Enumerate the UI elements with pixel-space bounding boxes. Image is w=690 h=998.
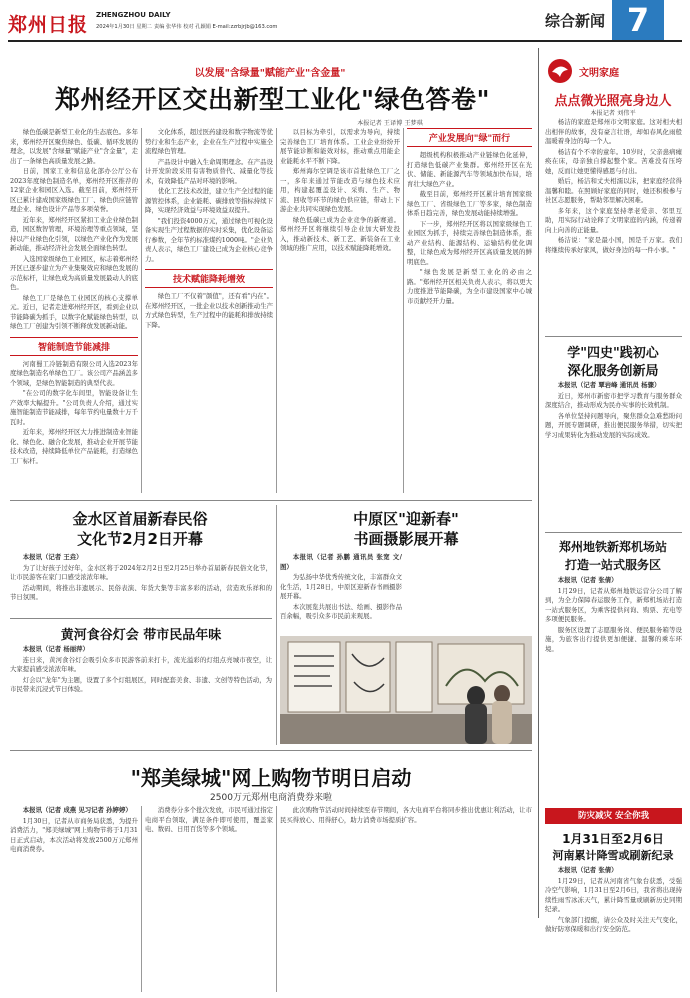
bottom-divider	[10, 750, 532, 751]
right-para: 杨洁的家庭是郑州市文明家庭。这对相夫相出相伴的故事，没有豪言壮语，却如春风化雨般温暖着身边的每一个人。	[545, 118, 682, 145]
masthead-rule	[8, 40, 682, 42]
banner-bird-icon	[545, 58, 575, 84]
exhibition-photo	[280, 636, 532, 744]
yellow-body	[10, 645, 272, 745]
right-byline-3: 本报讯（记者 张倩）	[557, 576, 618, 584]
bottom-col-2	[145, 806, 273, 992]
lead-kicker: 以发展"含绿量"赋能产业"含金量"	[194, 68, 346, 79]
right-headline-1: 点点微光照亮身边人	[554, 94, 672, 109]
lead-para: 截至目前，郑州经开区累计培育国家级绿色工厂、省级绿色工厂等多家，绿色制造体系日趋完善，绿色发展动能持续增强。	[407, 190, 532, 217]
masthead-logo: 郑州日报	[8, 14, 89, 36]
yellow-byline: 本报讯（记者 杨丽萍）	[22, 645, 89, 653]
lead-para: 绿色低碳已成为企业竞争的新赛道。郑州经开区将继续引导企业加大研发投入，推动新技术、新工艺、新装备在工业领域的推广应用，以技术赋能降耗增效。	[280, 215, 400, 252]
lead-para: 绿色工厂是绿色工业园区的核心支撑单元。近日，记者走进郑州经开区，看到企业以节能降碳为抓手，以数字化赋能绿色转型，以绿色工厂创建为引领不断释放发展新动能。	[10, 293, 138, 330]
midleft-byline: 本报讯（记者 王垚）	[22, 553, 83, 561]
lead-para: 绿色低碳是新型工业化的生态底色。多年来，郑州经开区聚焦绿色、低碳、循环发展的理念，以发展"含绿量"赋能产业"含金量"，走出了一条绿色高质量发展之路。	[10, 128, 138, 165]
midright-headline-2: 书画摄影展开幕	[353, 530, 459, 548]
right-headline-3a: 郑州地铁新郑机场站	[558, 540, 667, 554]
lead-para: "在公司的数字化车间里，智能设备让生产效率大幅提升。"公司负责人介绍，通过实施智能制造节能减排，每年节约电量数十万千瓦时。	[10, 389, 138, 426]
col-divider	[141, 128, 142, 493]
bottom-para: 消费券分多个批次发放，市民可通过指定电商平台领取，满足条件即可使用，覆盖家电、数码、日用百货等多个领域。	[145, 806, 273, 833]
disaster-banner	[545, 808, 682, 824]
section-name: 综合新闻	[545, 12, 606, 30]
lead-col-2	[145, 128, 273, 498]
bottom-col-1	[10, 806, 138, 992]
right-para: 各单位坚持问题导向，聚焦群众急难愁盼问题，开展专题调研，推出便民服务举措，切实把学习成果转化为推动发展的实际成效。	[545, 411, 682, 439]
bottom-col-3	[280, 806, 532, 992]
col-divider	[276, 806, 277, 992]
divider	[10, 618, 272, 619]
masthead-en: ZHENGZHOU DAILY	[96, 11, 171, 19]
right-byline-4: 本报讯（记者 张倩）	[557, 866, 618, 874]
bottom-para: 此次购物节活动时间持续至春节期间，各大电商平台将同步推出优惠让利活动，让市民买得放心、用得舒心，助力消费市场提质扩容。	[280, 806, 532, 824]
right-para: 婚后，杨洁和丈夫相濡以沫，把家庭经营得温馨和睦。在照顾好家庭的同时，她还积极参与社区志愿服务，帮助邻里解决困难。	[545, 177, 682, 204]
midleft-headline-2: 文化节2月2日开幕	[77, 530, 203, 548]
right-column-divider	[538, 48, 539, 918]
col-divider	[141, 806, 142, 992]
divider	[545, 532, 682, 533]
lead-para: 以目标为牵引，以需求为导向，持续完善绿色工厂培育体系。工业企业纷纷开展节能诊断和能效对标，推动重点用能企业能耗水平不断下降。	[280, 128, 400, 165]
midleft-para: 为了让好孩子过好年，金水区将于2024年2月2日至2月25日举办首届新春民俗文化节，让市民游客在家门口感受浓浓年味。	[10, 563, 272, 581]
lead-byline: 本报记者 王译博 王梦琪	[357, 120, 423, 127]
bottom-subtitle: 2500万元郑州电商消费券来啦	[210, 793, 332, 803]
lead-para: 超级机构积极推动产业链绿色化延伸，打造绿色低碳产业集群。郑州经开区在光伏、储能、新能源汽车等领域加快布局，培育壮大绿色产业。	[407, 151, 532, 188]
right-byline-1: 本报记者 刘伟平	[590, 110, 636, 117]
lead-para: 近年来，郑州经开区紧扣工业企业绿色制造，园区数智管理，环境治理等重点领域，坚持以产业绿色化引领，以绿色产业化作为发展新动能，推动经济社会发展全面绿色转型。	[10, 215, 138, 252]
page-number: 7	[612, 0, 664, 40]
bottom-byline: 本报讯（记者 成燕 见习记者 孙婷婷）	[22, 806, 132, 814]
right-headline-4a: 1月31日至2月6日	[562, 832, 664, 846]
masthead-date: 2024年1月30日 星期二	[96, 24, 152, 30]
right-para: 杨洁有个不幸的童年。10岁时，父亲患病瘫痪在床，母亲独自撑起整个家。苦难没有压垮她，反而让她更懂得感恩与付出。	[545, 147, 682, 175]
civilization-tag: 文明家庭	[579, 68, 619, 79]
lead-para: 河南蜀工冷链制造有限公司入选2023年度绿色制造名单绿色工厂。该公司产品涵盖多个领域，是绿色智能制造的典型代表。	[10, 359, 138, 387]
lead-subhead-2: 技术赋能降耗增效	[145, 269, 273, 288]
right-para: 服务区设置了志愿服务岗、便民服务箱等设施，为旅客出行提供更加便捷、温馨的乘车环境。	[545, 625, 682, 653]
midright-body	[280, 553, 402, 633]
bottom-para: 1月30日，记者从市商务局获悉，为提升消费活力，"郑美绿城"网上购物节将于1月31日正式启动，本次活动将发放2500万元郑州电商消费券。	[10, 816, 138, 853]
midright-para: 本次展览共展出书法、绘画、摄影作品百余幅，吸引众多市民前来观展。	[280, 602, 402, 620]
midleft-headline-1: 金水区首届新春民俗	[72, 510, 208, 528]
lead-col-1	[10, 128, 138, 498]
col-divider	[276, 505, 277, 745]
lead-para: 近年来，郑州经开区大力推进制造业智能化、绿色化、融合化发展，推动企业开展节能技术改造，持续降低单位产品能耗，打造绿色工厂标杆。	[10, 428, 138, 465]
yellow-headline: 黄河食谷灯会 带市民品年味	[60, 628, 222, 643]
lead-para: 优化工艺技术改进，建立生产全过程的能源管控体系，企业能耗、碳排放等指标持续下降，实现经济效益与环境效益双提升。	[145, 187, 273, 214]
right-headline-4b: 河南累计降雪或刷新纪录	[552, 849, 674, 862]
lead-para: "我们投资4000万元，通过绿色可视化设备实现生产过程数据的实时采集，优化设备运行参数，全年节约标准煤约1000吨。"企业负责人表示，绿色工厂建设已成为企业核心竞争力。	[145, 216, 273, 263]
right-para: 多年来，这个家庭坚持孝老爱亲、邻里互助，用实际行动诠释了文明家庭的内涵，传递着向上向善的正能量。	[545, 206, 682, 234]
right-para: 气象部门提醒，请公众及时关注天气变化，做好防寒保暖和出行安全防范。	[545, 915, 682, 933]
lead-para: 下一步，郑州经开区将以国家级绿色工业园区为抓手，持续完善绿色制造体系，推动产业结构、能源结构、运输结构优化调整，让绿色成为郑州经开区高质量发展的鲜明底色。	[407, 219, 532, 266]
midright-headline-1: 中原区"迎新春"	[353, 510, 459, 528]
bottom-headline: "郑美绿城"网上购物节明日启动	[130, 766, 412, 790]
right-para: 杨洁说："家是最小国，国是千万家。我们将继续传承好家风，做好身边的每一件小事。"	[545, 236, 682, 254]
col-divider	[403, 128, 404, 493]
lead-para: 入选国家级绿色工业园区，标志着郑州经开区已逐步建立为产业集聚效应和绿色发展的示范标杆，让绿色成为高质量发展最动人的底色。	[10, 254, 138, 291]
right-headline-2b: 深化服务创新局	[567, 364, 659, 379]
right-col-1	[545, 118, 682, 333]
midright-para: 为弘扬中华优秀传统文化，丰富群众文化生活，1月28日，中原区迎新春书画摄影展开幕。	[280, 573, 402, 600]
lead-para: 郑州海尔空调是该市首批绿色工厂之一，多年来通过节能改造与绿色技术应用，构建起覆盖设计、采购、生产、物流、回收等环节的绿色供应链，带动上下游企业共同实现绿色发展。	[280, 167, 400, 213]
lead-para: 绿色工厂不仅着"颜值"，还有看"内在"。在郑州经开区，一批企业以技术创新推动生产方式绿色转型，生产过程中的能耗和排放持续下降。	[145, 292, 273, 329]
mid-divider	[10, 500, 532, 501]
yellow-para: 灯会以"龙年"为主题，设置了多个灯组展区，同时配套美食、非遗、文创等特色活动，为市民带来沉浸式节日体验。	[10, 675, 272, 693]
masthead	[0, 0, 690, 58]
lead-headline: 郑州经开区交出新型工业化"绿色答卷"	[54, 85, 491, 114]
midleft-body	[10, 553, 272, 613]
right-col-3	[545, 576, 682, 804]
lead-col-3	[280, 128, 400, 498]
right-para: 1月29日，记者从郑州地铁运营分公司了解到，为全力保障春运服务工作，新郑机场站打造一站式服务区，为乘客提供问询、购票、充电等多项便民服务。	[545, 586, 682, 623]
lead-para: "绿色发展是新型工业化的必由之路。"郑州经开区相关负责人表示，将以更大力度推进节能降碳，为全市建设国家中心城市贡献经开力量。	[407, 268, 532, 305]
right-para: 近日，郑州市新密市把学习教育与服务群众深度结合，推动形成为民办实事的长效机制。	[545, 391, 682, 409]
lead-subhead-1: 智能制造节能减排	[10, 337, 138, 356]
right-col-4	[545, 866, 682, 991]
right-headline-2a: 学"四史"践初心	[567, 346, 659, 361]
masthead-editors: 责编 张华伟 校对 孔颖娟 E-mail:zzrbjrjb@163.com	[154, 24, 278, 30]
lead-para: 产品设计中融入生命周期理念。在产品设计开发阶段采用有害物质替代、减量化等技术，有效降低产品对环境的影响。	[145, 157, 273, 185]
right-col-2	[545, 381, 682, 529]
lead-para: 日前，国家工业和信息化部办公厅公布2023年度绿色制造名单，郑州经开区推荐的12家企业和园区入选。截至目前，郑州经开区已累计建成国家级绿色工厂、绿色供应链管理企业、绿色设计产品等多项荣誉。	[10, 167, 138, 213]
right-byline-2: 本报讯（记者 覃岩峰 通讯员 杨骤）	[557, 381, 661, 389]
midright-byline: 本报讯（记者 孙鹏 通讯员 张宽 文/图）	[280, 553, 402, 571]
divider	[545, 336, 682, 337]
yellow-para: 连日来，黄河食谷灯会吸引众多市民游客前来打卡，流光溢彩的灯组点亮城市夜空，让大家提前感受浓浓年味。	[10, 655, 272, 673]
right-headline-3b: 打造一站式服务区	[564, 558, 661, 572]
lead-subhead-3: 产业发展向"绿"而行	[407, 128, 532, 147]
lead-para: 文化体系，超过医药建设和数字物流等优势行业和生态产业，企业在生产过程中实施全流程绿色管理。	[145, 128, 273, 155]
lead-col-4	[407, 128, 532, 498]
disaster-tag: 防灾减灾 安全你我	[578, 811, 649, 821]
civilization-banner	[545, 58, 682, 84]
right-para: 1月29日，记者从河南省气象台获悉，受强冷空气影响，1月31日至2月6日，我省将出现持续性雨雪冰冻天气，累计降雪量或刷新历史同期纪录。	[545, 876, 682, 913]
col-divider	[276, 128, 277, 493]
midleft-para: 活动期间，将推出非遗展示、民俗表演、年货大集等丰富多彩的活动，营造欢乐祥和的节日氛围。	[10, 583, 272, 601]
